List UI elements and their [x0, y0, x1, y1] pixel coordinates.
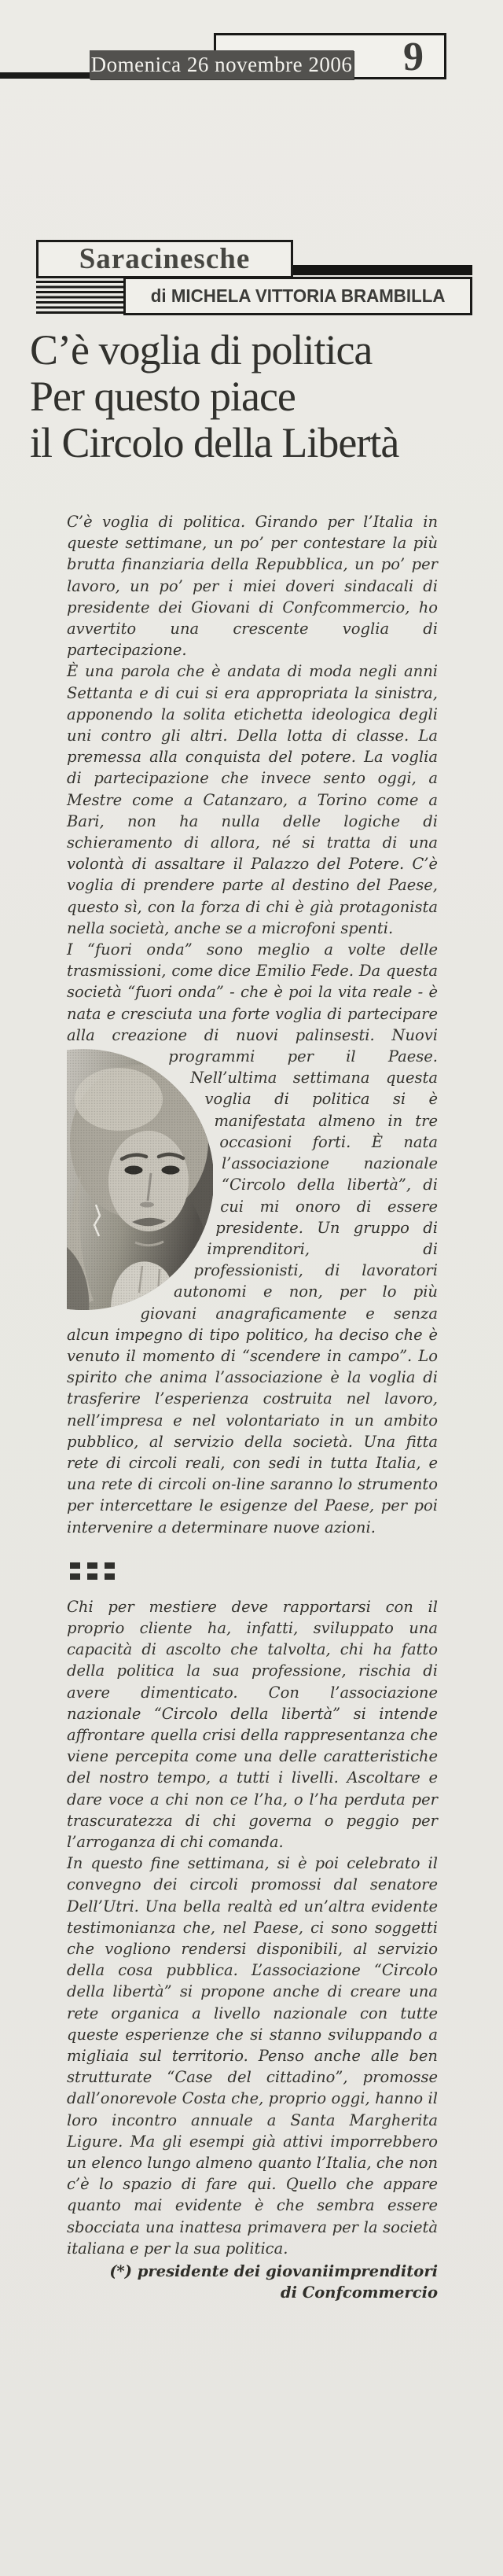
woman-portrait-photo: [67, 1049, 213, 1310]
header-left-rule: [0, 72, 91, 79]
article-headline: [30, 327, 494, 466]
article-paragraph-1: C’è voglia di politica. Girando per l’Italia in queste settimane, un po’ per contestare la più brutta finanziaria della Repubblica, un po’ per lavoro, un po’ per i miei doveri sindacali di presidente dei Giovani di Confcommercio, ho avvertito una crescente voglia di partecipazione.: [67, 513, 438, 660]
pinstripes-decoration: [36, 281, 124, 315]
separator-row: [70, 1570, 438, 1576]
signature-line-1: (*) presidente dei giovaniimprenditori: [109, 2262, 438, 2281]
article-signature: [67, 2261, 438, 2303]
paragraph-3-before-photo: I “fuori onda” sono meglio a volte delle trasmissioni, come dice Emilio Fede. Da questa società “fuori onda” - che è poi la vita reale - è nata e cresciuta una forte voglia di partecipare alla creazione di nuovi palinsesti.: [67, 940, 438, 1044]
article-paragraph-2: È una parola che è andata di moda negli anni Settanta e di cui si era appropriata la sinistra, apponendo la solita etichetta ideologica degli uni contro gli altri. Della lotta di classe. La premessa alla conquista del potere. La voglia di partecipazione che invece sento oggi, a Mestre come a Catanzaro, a Torino come a Bari, non ha nulla delle logiche di schieramento di allora, né si tratta di una volontà di assaltare il Palazzo del Potere. C’è voglia di prendere parte al destino del Paese, questo sì, con la forza di chi è già protagonista nella società, anche se a microfoni spenti.: [67, 662, 438, 937]
article-paragraph-4: Chi per mestiere deve rapportarsi con il proprio cliente ha, infatti, sviluppato una capacità di ascolto che talvolta, chi ha fatto della politica la sua professione, rischia di avere dimenticato. Con l’associazione nazionale “Circolo della libertà” si intende affrontare quella crisi della rappresentanza che viene percepita come una delle caratteristiche del nostro tempo, a tutti i livelli. Ascoltare e dare voce a chi non ce l’ha, o l’ha perduta per trascuratezza di chi governa o peggio per l’arroganza di chi comanda.: [67, 1597, 438, 1851]
signature-line-2: di Confcommercio: [280, 2283, 438, 2302]
separator-square: [87, 1573, 97, 1580]
author-photo: [67, 1049, 213, 1310]
page-number: 9: [403, 35, 424, 79]
separator-square: [70, 1573, 80, 1580]
byline-box: [123, 277, 472, 315]
date-text: Domenica 26 novembre 2006: [90, 53, 353, 76]
separator-square: [70, 1562, 80, 1569]
masthead-title: Saracinesche: [79, 243, 251, 275]
byline-text: di MICHELA VITTORIA BRAMBILLA: [150, 285, 446, 306]
headline-line-1: C’è voglia di politica: [30, 326, 373, 374]
separator-square: [105, 1562, 115, 1569]
masthead-title-box: [36, 240, 293, 278]
separator-square: [87, 1562, 97, 1569]
separator-row: [70, 1558, 438, 1565]
article-paragraph-3: [67, 939, 438, 1538]
article-paragraph-5: In questo fine settimana, si è poi celebrato il convegno dei circoli promossi dal senatore Dell’Utri. Una bella realtà ed un’altra evidente testimonianza che, nel Paese, ci sono soggetti che vogliono rendersi disponibili, al servizio della cosa pubblica. L’associazione “Circolo della libertà” si propone anche di creare una rete organica a livello nazionale con tutte queste esperienze che si stanno sviluppando a migliaia sul territorio. Penso anche alle ben strutturate “Case del cittadino”, promosse dall’onorevole Costa che, proprio oggi, hanno il loro incontro annuale a Santa Margherita Ligure. Ma gli esempi già attivi imporrebbero un elenco lungo almeno quanto l’Italia, che non c’è lo spazio di fare qui. Quello che appare quanto mai evidente è che sembra essere sbocciata una inattesa primavera per la società italiana e per la sua politica.: [67, 1854, 438, 2258]
article-body: [67, 511, 438, 2303]
section-separator: [67, 1538, 438, 1596]
date-banner: [90, 50, 354, 79]
separator-square: [105, 1573, 115, 1580]
headline-line-2: Per questo piace: [30, 373, 296, 420]
paragraph-3-after-photo: Nuovi programmi per il Paese. Nell’ultima settimana questa voglia di politica si è manifestata almeno in tre occasioni forti. È nata l’associazione nazionale “Circolo della libertà”, di cui mi onoro di essere presidente. Un gruppo di imprenditori, di professionisti, di lavoratori autonomi e non, per lo più giovani anagraficamente e senza alcun impegno di tipo politico, ha deciso che è venuto il momento di “scendere in campo”. Lo spirito che anima l’associazione è la voglia di trasferire l’esperienza costruita nel lavoro, nell’impresa e nel volontariato in un ambito pubblico, al servizio della società. Una fitta rete di circoli reali, con sedi in tutta Italia, e una rete di circoli on-line saranno lo strumento per intercettare le esigenze del Paese, per poi intervenire a determinare nuove azioni.: [67, 1025, 438, 1536]
headline-line-3: il Circolo della Libertà: [30, 419, 399, 466]
masthead-rule: [292, 265, 472, 275]
